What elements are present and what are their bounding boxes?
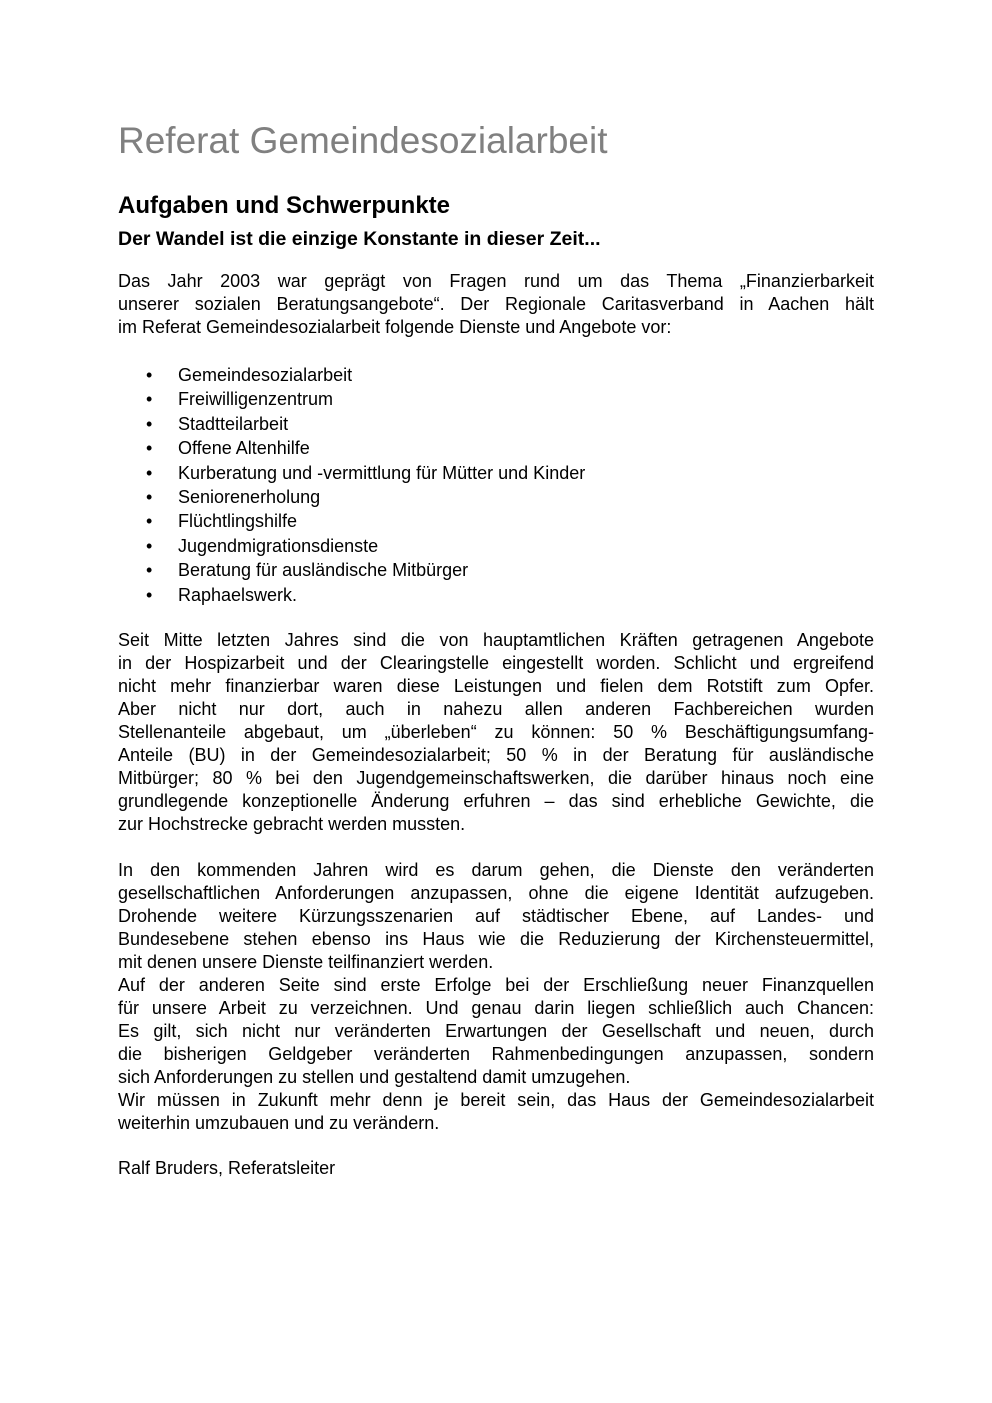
intro-paragraph	[118, 270, 874, 339]
service-label: Gemeindesozialarbeit	[178, 365, 353, 385]
paragraph-line: weiterhin umzubauen und zu verändern.	[118, 1113, 440, 1133]
service-item	[118, 363, 585, 387]
service-label: Flüchtlingshilfe	[178, 511, 298, 532]
paragraph-line: Seit Mitte letzten Jahres sind die von hauptamtlichen Kräften getragenen Angebote	[118, 630, 874, 650]
bullet-icon: •	[146, 486, 153, 507]
service-label: Jugendmigrationsdienste	[178, 535, 379, 556]
service-item	[118, 509, 585, 533]
paragraph-line: Stellenanteile abgebaut, um „überleben“ zu können: 50 % Beschäftigungsumfang-	[118, 722, 874, 742]
paragraph-line: die bisherigen Geldgeber veränderten Rahmenbedingungen anzupassen, sondern	[118, 1044, 874, 1064]
bullet-icon: •	[146, 584, 153, 605]
service-label: Stadtteilarbeit	[178, 413, 289, 434]
outlook-paragraph	[118, 859, 874, 1135]
service-item	[118, 387, 585, 411]
bullet-icon: •	[146, 365, 153, 385]
paragraph-line: Es gilt, sich nicht nur veränderten Erwartungen der Gesellschaft und neuen, durch	[118, 1021, 874, 1041]
paragraph-line: mit denen unsere Dienste teilfinanziert werden.	[118, 952, 494, 972]
service-item	[118, 461, 585, 485]
service-label: Seniorenerholung	[178, 486, 321, 507]
service-item	[118, 436, 585, 460]
paragraph-line: für unsere Arbeit zu verzeichnen. Und genau darin liegen schließlich auch Chancen:	[118, 998, 874, 1018]
service-item	[118, 583, 585, 607]
service-label: Offene Altenhilfe	[178, 438, 310, 459]
paragraph-line: sich Anforderungen zu stellen und gestaltend damit umzugehen.	[118, 1067, 631, 1087]
bullet-icon: •	[146, 438, 153, 459]
paragraph-line: gesellschaftlichen Anforderungen anzupassen, ohne die eigene Identität aufzugeben.	[118, 883, 874, 903]
bullet-icon: •	[146, 560, 153, 581]
service-label: Kurberatung und -vermittlung für Mütter und Kinder	[178, 462, 586, 483]
service-item	[118, 534, 585, 558]
paragraph-line: Mitbürger; 80 % bei den Jugendgemeinschaftswerken, die darüber hinaus noch eine	[118, 768, 874, 788]
paragraph-line: grundlegende konzeptionelle Änderung erfuhren – das sind erhebliche Gewichte, die	[118, 791, 874, 811]
cutbacks-paragraph	[118, 629, 874, 836]
paragraph-line: Wir müssen in Zukunft mehr denn je bereit sein, das Haus der Gemeindesozialarbeit	[118, 1090, 874, 1110]
bullet-icon: •	[146, 389, 153, 410]
service-label: Beratung für ausländische Mitbürger	[178, 560, 469, 581]
service-label: Raphaelswerk.	[178, 584, 298, 605]
service-item	[118, 485, 585, 509]
paragraph-line: unserer sozialen Beratungsangebote“. Der Regionale Caritasverband in Aachen hält	[118, 294, 874, 314]
services-list	[118, 363, 585, 607]
page-title: Referat Gemeindesozialarbeit	[118, 120, 608, 161]
paragraph-line: zur Hochstrecke gebracht werden mussten.	[118, 814, 466, 834]
paragraph-line: nicht mehr finanzierbar waren diese Leistungen und fielen dem Rotstift zum Opfer.	[118, 676, 874, 696]
paragraph-line: Auf der anderen Seite sind erste Erfolge bei der Erschließung neuer Finanzquellen	[118, 975, 874, 995]
bullet-icon: •	[146, 535, 153, 556]
paragraph-line: Aber nicht nur dort, auch in nahezu allen anderen Fachbereichen wurden	[118, 699, 874, 719]
service-label: Freiwilligenzentrum	[178, 389, 334, 410]
paragraph-line: Das Jahr 2003 war geprägt von Fragen rund um das Thema „Finanzierbarkeit	[118, 271, 874, 291]
service-item	[118, 558, 585, 582]
section-heading: Aufgaben und Schwerpunkte	[118, 192, 451, 219]
paragraph-line: Bundesebene stehen ebenso ins Haus wie die Reduzierung der Kirchensteuermittel,	[118, 929, 874, 949]
paragraph-line: Drohende weitere Kürzungsszenarien auf städtischer Ebene, auf Landes- und	[118, 906, 874, 926]
section-subheading: Der Wandel ist die einzige Konstante in dieser Zeit...	[118, 228, 601, 250]
bullet-icon: •	[146, 413, 153, 434]
signature: Ralf Bruders, Referatsleiter	[118, 1158, 336, 1178]
bullet-icon: •	[146, 511, 153, 532]
paragraph-line: im Referat Gemeindesozialarbeit folgende Dienste und Angebote vor:	[118, 317, 672, 337]
paragraph-line: In den kommenden Jahren wird es darum gehen, die Dienste den veränderten	[118, 860, 874, 880]
paragraph-line: in der Hospizarbeit und der Clearingstelle eingestellt worden. Schlicht und ergreifend	[118, 653, 874, 673]
paragraph-line: Anteile (BU) in der Gemeindesozialarbeit; 50 % in der Beratung für ausländische	[118, 745, 874, 765]
bullet-icon: •	[146, 462, 153, 483]
service-item	[118, 412, 585, 436]
